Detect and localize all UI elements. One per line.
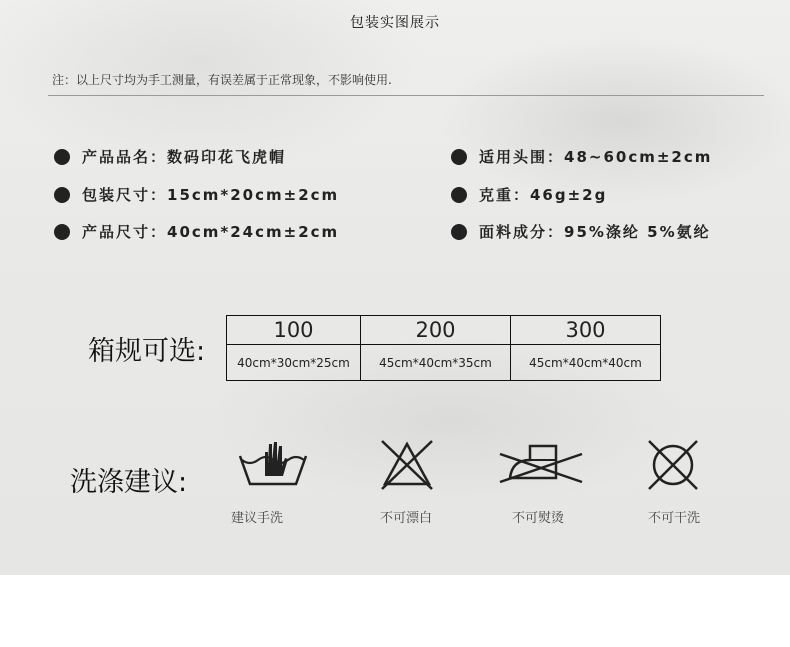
bullet-icon: [451, 187, 467, 203]
bullet-icon: [54, 149, 70, 165]
spec-head-size: [451, 146, 712, 167]
box-dimension-cell: 45cm*40cm*40cm: [511, 345, 661, 381]
wash-caption: 建议手洗: [230, 511, 283, 526]
table-row: [227, 316, 661, 345]
spec-text: 产品尺寸：40cm*24cm±2cm: [82, 223, 340, 241]
wash-caption: 不可漂白: [379, 511, 432, 526]
bullet-icon: [451, 224, 467, 240]
spec-product-name: [54, 146, 286, 167]
table-row: [227, 345, 661, 381]
hand-wash-icon: [238, 436, 308, 492]
spec-text: 克重：46g±2g: [479, 186, 608, 204]
measurement-note: 注：以上尺寸均为手工测量，有误差属于正常现象，不影响使用.: [52, 73, 392, 87]
no-dry-clean-icon: [645, 438, 701, 492]
bullet-icon: [54, 187, 70, 203]
no-iron-icon: [498, 440, 584, 488]
spec-text: 适用头围：48~60cm±2cm: [479, 148, 713, 166]
box-dimension-cell: 45cm*40cm*35cm: [361, 345, 511, 381]
spec-text: 面料成分：95%涤纶 5%氨纶: [479, 223, 711, 241]
spec-material: [451, 221, 711, 242]
wash-advice-label: 洗涤建议:: [70, 467, 188, 498]
bullet-icon: [54, 224, 70, 240]
wash-caption: 不可熨烫: [511, 511, 564, 526]
spec-text: 产品品名：数码印花飞虎帽: [82, 148, 287, 166]
wash-caption: 不可干洗: [647, 511, 700, 526]
box-dimension-cell: 40cm*30cm*25cm: [227, 345, 361, 381]
page-title: 包装实图展示: [350, 15, 440, 31]
divider: [48, 95, 764, 96]
box-qty-cell: 200: [361, 316, 511, 345]
spec-weight: [451, 184, 607, 205]
no-bleach-icon: [379, 438, 435, 492]
bullet-icon: [451, 149, 467, 165]
box-qty-cell: 300: [511, 316, 661, 345]
spec-package-size: [54, 184, 339, 205]
box-qty-cell: 100: [227, 316, 361, 345]
spec-text: 包装尺寸：15cm*20cm±2cm: [82, 186, 340, 204]
box-options-table: [226, 315, 661, 381]
spec-product-size: [54, 221, 339, 242]
box-options-label: 箱规可选:: [88, 336, 206, 367]
